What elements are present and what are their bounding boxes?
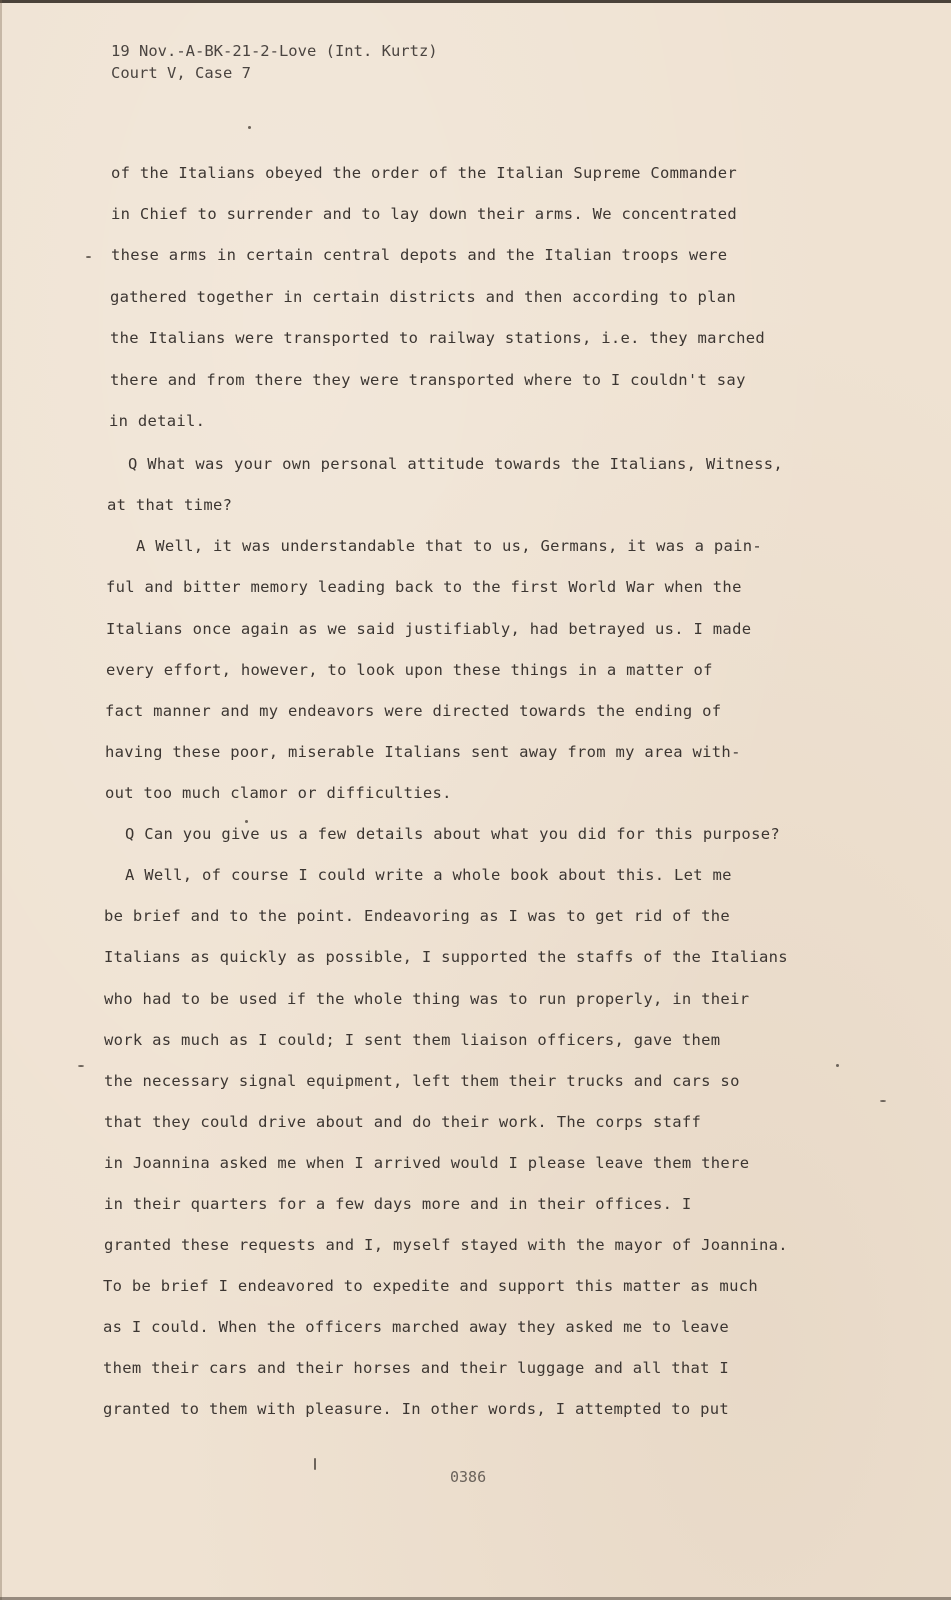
answer-line: A Well, it was understandable that to us, Germans, it was a pain- bbox=[136, 537, 763, 555]
text-line: fact manner and my endeavors were directed towards the ending of bbox=[105, 702, 722, 720]
text-line: Italians as quickly as possible, I supported the staffs of the Italians bbox=[104, 948, 788, 966]
text-line: in detail. bbox=[109, 412, 206, 430]
paper-speck bbox=[248, 126, 251, 129]
text-line: there and from there they were transported where to I couldn't say bbox=[110, 371, 746, 389]
text-line: the necessary signal equipment, left them their trucks and cars so bbox=[104, 1072, 740, 1090]
text-line: granted to them with pleasure. In other words, I attempted to put bbox=[103, 1400, 730, 1418]
header-line-1: 19 Nov.-A-BK-21-2-Love (Int. Kurtz) bbox=[111, 42, 438, 60]
text-line: be brief and to the point. Endeavoring as I was to get rid of the bbox=[104, 907, 731, 925]
text-line: who had to be used if the whole thing was to run properly, in their bbox=[104, 990, 750, 1008]
document-header bbox=[111, 40, 438, 84]
text-line: granted these requests and I, myself stayed with the mayor of Joannina. bbox=[104, 1236, 788, 1254]
text-line: that they could drive about and do their work. The corps staff bbox=[104, 1113, 702, 1131]
paper-speck bbox=[86, 256, 91, 258]
paper-speck bbox=[78, 1065, 84, 1067]
text-line: in Chief to surrender and to lay down their arms. We concentrated bbox=[111, 205, 738, 223]
text-line: To be brief I endeavored to expedite and support this matter as much bbox=[103, 1277, 758, 1295]
text-line: them their cars and their horses and their luggage and all that I bbox=[103, 1359, 730, 1377]
text-line: in Joannina asked me when I arrived would I please leave them there bbox=[104, 1154, 750, 1172]
text-line: as I could. When the officers marched away they asked me to leave bbox=[103, 1318, 730, 1336]
paper-speck bbox=[245, 820, 248, 823]
text-line: Italians once again as we said justifiably, had betrayed us. I made bbox=[106, 620, 752, 638]
paper-speck bbox=[314, 1458, 316, 1470]
header-line-2: Court V, Case 7 bbox=[111, 64, 251, 82]
page-number: 0386 bbox=[450, 1468, 487, 1486]
page-left-edge bbox=[0, 0, 2, 1600]
text-line: having these poor, miserable Italians sent away from my area with- bbox=[105, 743, 741, 761]
text-line: ful and bitter memory leading back to the first World War when the bbox=[106, 578, 742, 596]
question-line: Q Can you give us a few details about what you did for this purpose? bbox=[125, 825, 780, 843]
text-line: in their quarters for a few days more and in their offices. I bbox=[104, 1195, 692, 1213]
text-line: work as much as I could; I sent them liaison officers, gave them bbox=[104, 1031, 721, 1049]
answer-line: A Well, of course I could write a whole book about this. Let me bbox=[125, 866, 732, 884]
text-line: out too much clamor or difficulties. bbox=[105, 784, 452, 802]
text-line: of the Italians obeyed the order of the Italian Supreme Commander bbox=[111, 164, 738, 182]
question-line: Q What was your own personal attitude towards the Italians, Witness, bbox=[128, 455, 783, 473]
text-line: the Italians were transported to railway stations, i.e. they marched bbox=[110, 329, 765, 347]
text-line: these arms in certain central depots and the Italian troops were bbox=[111, 246, 728, 264]
text-line: gathered together in certain districts and then according to plan bbox=[110, 288, 737, 306]
text-line: every effort, however, to look upon these things in a matter of bbox=[106, 661, 713, 679]
paper-speck bbox=[880, 1100, 886, 1102]
text-line: at that time? bbox=[107, 496, 233, 514]
paper-speck bbox=[836, 1064, 839, 1067]
page-top-edge bbox=[0, 0, 951, 3]
